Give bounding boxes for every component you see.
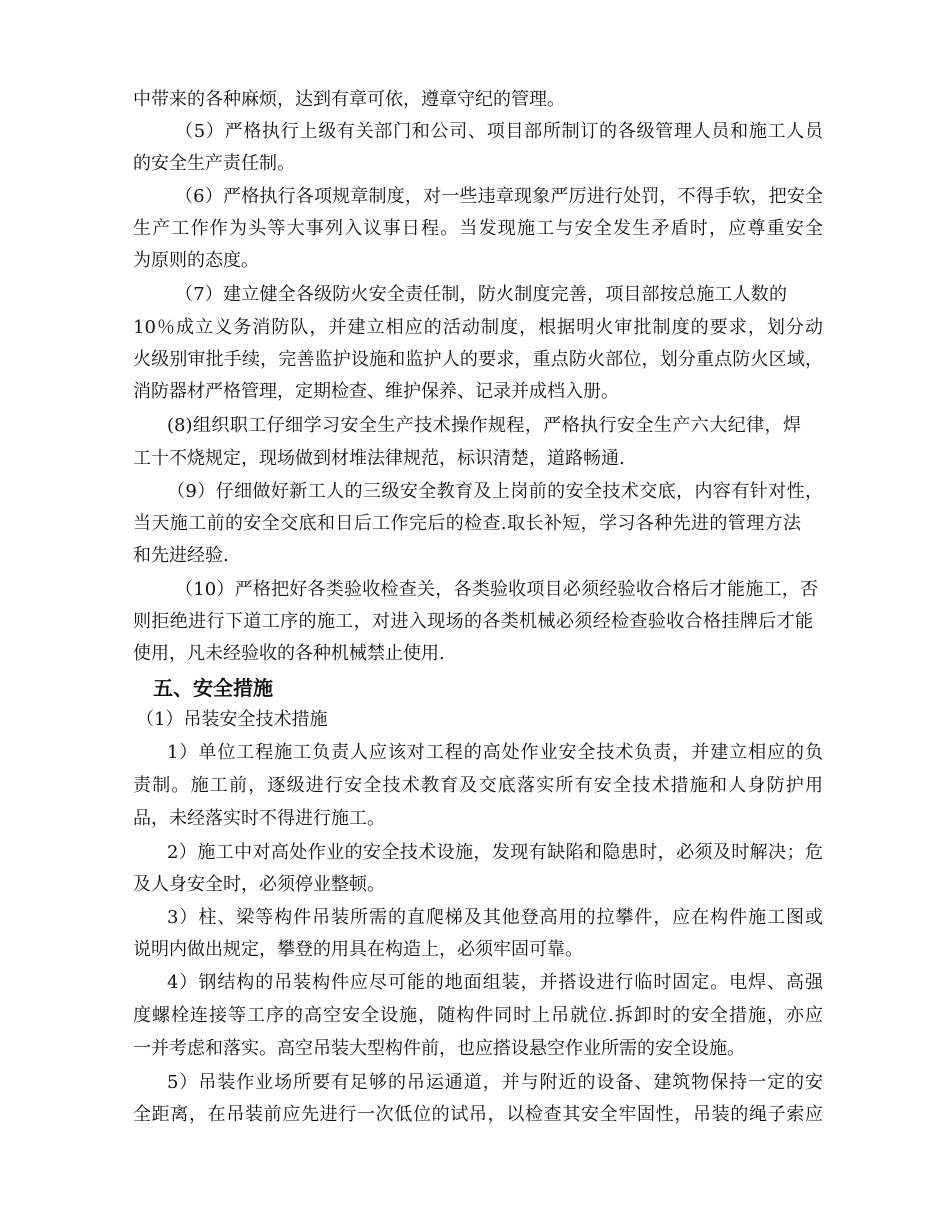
paragraph-6-line-1: （6）严格执行各项规章制度，对一些违章现象严厉进行处罚，不得手软，把安全: [175, 186, 823, 207]
subsection-title: （1）吊装安全技术措施: [136, 709, 328, 730]
paragraph-5-line-1: （5）严格执行上级有关部门和公司、项目部所制订的各级管理人员和施工人员: [175, 121, 823, 142]
paragraph-7-line-4: 消防器材严格管理，定期检查、维护保养、记录并成档入册。: [133, 381, 619, 402]
item-2-line-1: 2）施工中对高处作业的安全技术设施，发现有缺陷和隐患时，必须及时解决；危: [167, 842, 823, 863]
item-3-line-2: 说明内做出规定，攀登的用具在构造上，必须牢固可靠。: [133, 939, 583, 960]
paragraph-10-line-3: 使用，凡未经验收的各种机械禁止使用.: [133, 643, 445, 664]
paragraph-9-line-1: （9）仔细做好新工人的三级安全教育及上岗前的安全技术交底，内容有针对性，: [167, 481, 823, 502]
item-5-line-2: 全距离，在吊装前应先进行一次低位的试吊，以检查其安全牢固性，吊装的绳子索应: [133, 1104, 823, 1125]
item-1-line-1: 1）单位工程施工负责人应该对工程的高处作业安全技术负责，并建立相应的负: [167, 742, 823, 763]
item-5-line-1: 5）吊装作业场所要有足够的吊运通道，并与附近的设备、建筑物保持一定的安: [167, 1072, 823, 1093]
item-2-line-2: 及人身安全时，必须停业整顿。: [133, 874, 385, 895]
paragraph-7-line-1: （7）建立健全各级防火安全责任制，防火制度完善，项目部按总施工人数的: [175, 284, 787, 305]
item-4-line-1: 4）钢结构的吊装构件应尽可能的地面组装，并搭设进行临时固定。电焊、高强: [167, 972, 823, 993]
paragraph-6-line-3: 为原则的态度。: [133, 250, 259, 271]
section-heading: 五、安全措施: [153, 676, 273, 700]
paragraph-8-line-1: (8)组织职工仔细学习安全生产技术操作规程，严格执行安全生产六大纪律，焊: [167, 415, 801, 436]
item-4-line-2: 度螺栓连接等工序的高空安全设施，随构件同时上吊就位.拆卸时的安全措施，亦应: [133, 1005, 823, 1026]
paragraph-5-line-2: 的安全生产责任制。: [133, 153, 295, 174]
paragraph-8-line-2: 工十不烧规定，现场做到材堆法律规范，标识清楚，道路畅通.: [133, 448, 625, 469]
item-3-line-1: 3）柱、梁等构件吊装所需的直爬梯及其他登高用的拉攀件，应在构件施工图或: [167, 907, 823, 928]
item-4-line-3: 一并考虑和落实。高空吊装大型构件前，也应搭设悬空作业所需的安全设施。: [133, 1038, 745, 1059]
item-1-line-3: 品，未经落实时不得进行施工。: [133, 808, 385, 829]
paragraph-9-line-3: 和先进经验.: [133, 545, 229, 566]
item-1-line-2: 责制。施工前，逐级进行安全技术教育及交底落实所有安全技术措施和人身防护用: [133, 775, 823, 796]
paragraph-7-line-3: 火级别审批手续，完善监护设施和监护人的要求，重点防火部位，划分重点防火区域，: [133, 349, 823, 370]
paragraph-10-line-2: 则拒绝进行下道工序的施工，对进入现场的各类机械必须经检查验收合格挂牌后才能: [133, 611, 813, 632]
paragraph-6-line-2: 生产工作作为头等大事列入议事日程。当发现施工与安全发生矛盾时，应尊重安全: [133, 218, 823, 239]
paragraph-9-line-2: 当天施工前的安全交底和日后工作完后的检查.取长补短，学习各种先进的管理方法: [133, 513, 801, 534]
paragraph-7-line-2: 10％成立义务消防队，并建立相应的活动制度，根据明火审批制度的要求，划分动: [133, 317, 823, 338]
paragraph-4-line-1: 中带来的各种麻烦，达到有章可依，遵章守纪的管理。: [133, 89, 565, 110]
paragraph-10-line-1: （10）严格把好各类验收检查关，各类验收项目必须经验收合格后才能施工，否: [175, 579, 818, 600]
